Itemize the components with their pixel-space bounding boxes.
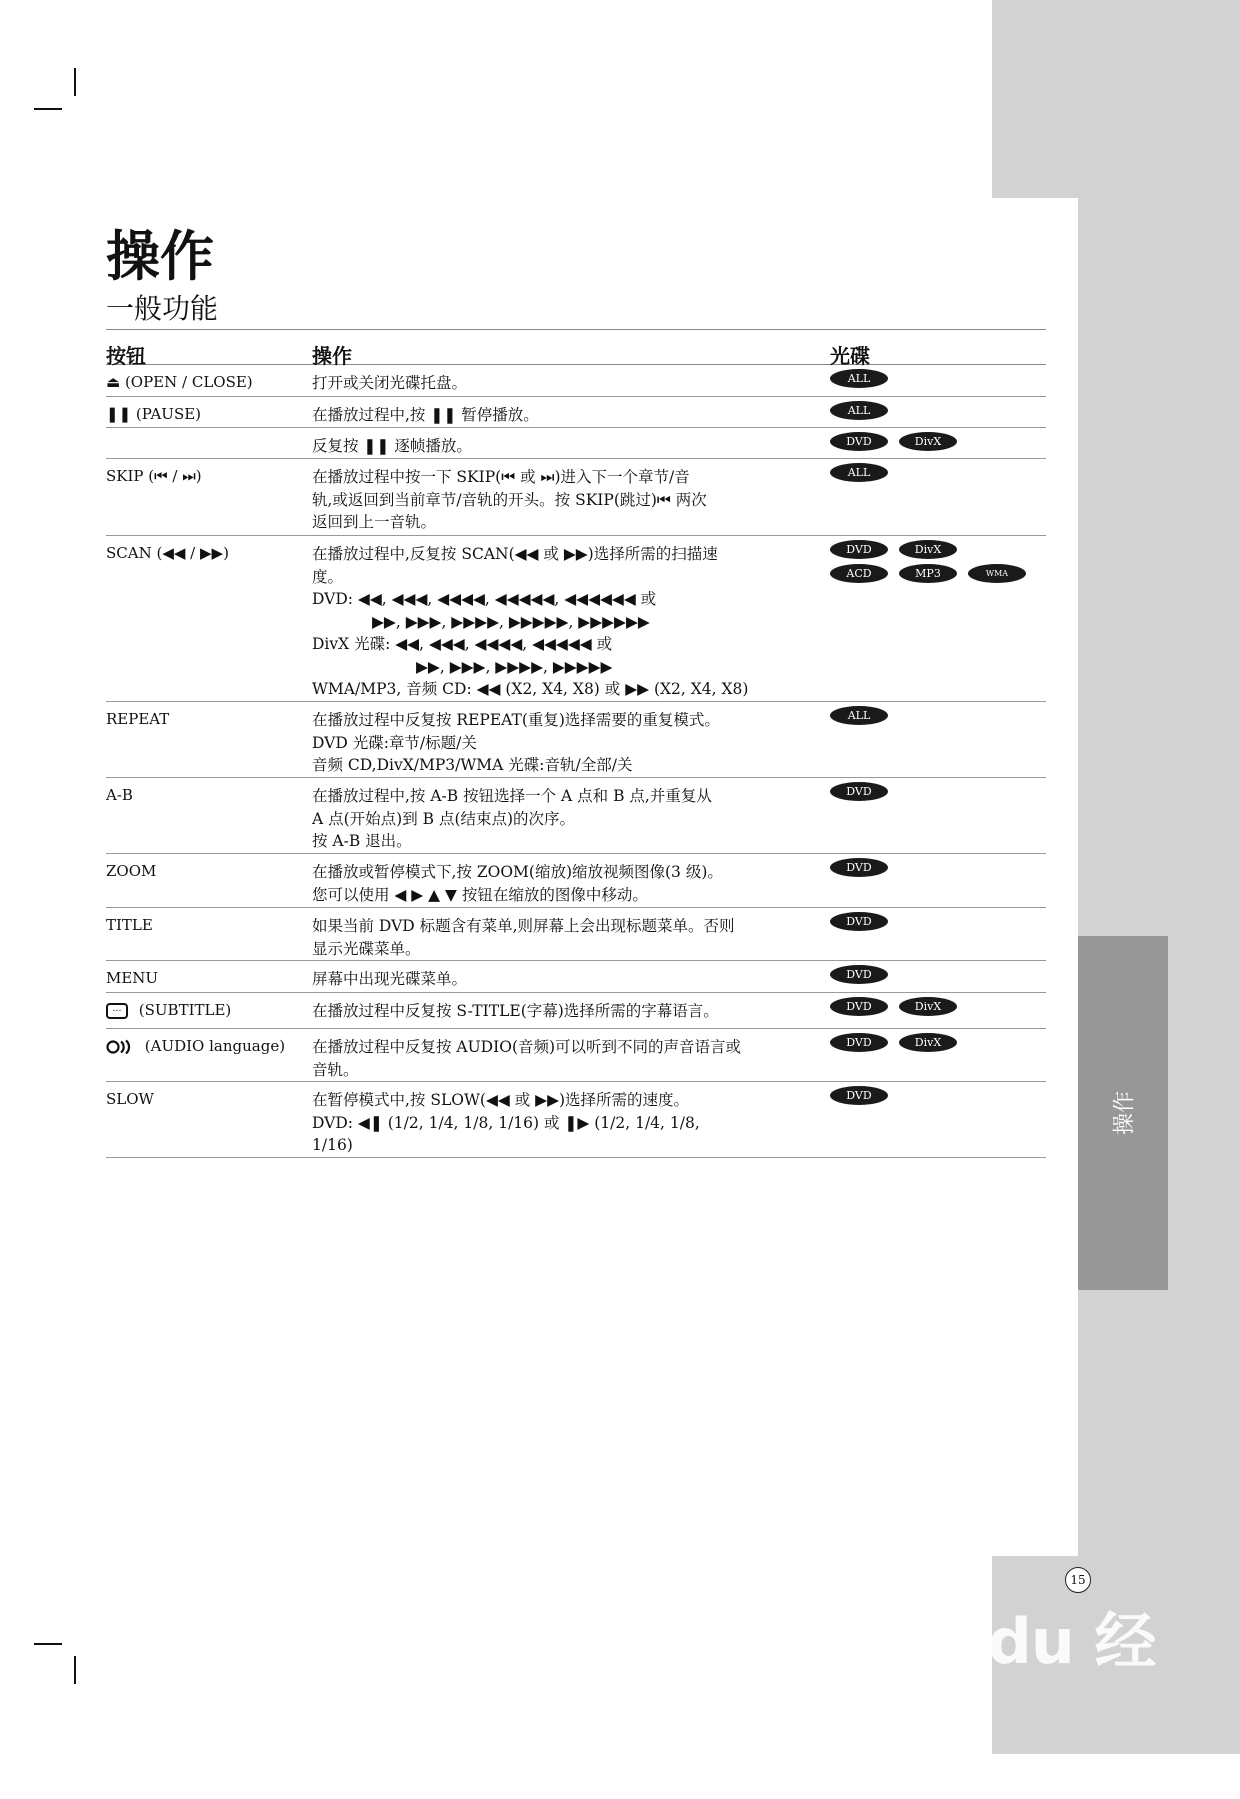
disc-badges <box>830 540 1050 588</box>
baidu-watermark <box>880 1592 1200 1799</box>
table-row <box>106 961 1046 993</box>
row-button: MENU <box>106 969 159 987</box>
gray-margin-middle <box>1078 198 1240 1556</box>
row-operation <box>312 404 832 427</box>
disc-badge: WMA <box>968 564 1026 583</box>
row-operation <box>312 861 832 906</box>
row-button: ❚❚ (PAUSE) <box>106 405 202 423</box>
op-line: DivX 光碟: ◀◀, ◀◀◀, ◀◀◀◀, ◀◀◀◀◀ 或 <box>312 635 613 653</box>
row-operation <box>312 1000 832 1023</box>
disc-badge: DVD <box>830 432 888 451</box>
disc-badge: ALL <box>830 706 888 725</box>
side-tab <box>1078 936 1168 1290</box>
op-line: 您可以使用 ◀ ▶ ▲ ▼ 按钮在缩放的图像中移动。 <box>312 885 648 904</box>
crop-mark <box>74 1656 76 1684</box>
table-row <box>106 702 1046 778</box>
op-line: WMA/MP3, 音频 CD: ◀◀ (X2, X4, X8) 或 ▶▶ (X2, X4, X8) <box>312 680 749 698</box>
op-line: DVD: ◀◀, ◀◀◀, ◀◀◀◀, ◀◀◀◀◀, ◀◀◀◀◀◀ 或 <box>312 590 657 608</box>
subtitle-icon: … <box>106 1003 128 1019</box>
disc-badge: DVD <box>830 997 888 1016</box>
op-line: 在播放过程中反复按 S-TITLE(字幕)选择所需的字幕语言。 <box>312 1002 719 1020</box>
row-operation <box>312 1036 832 1081</box>
crop-mark <box>34 108 62 110</box>
row-button: REPEAT <box>106 710 170 728</box>
disc-badges <box>830 858 1050 882</box>
disc-badges <box>830 463 1050 487</box>
op-line: 如果当前 DVD 标题含有菜单,则屏幕上会出现标题菜单。否则 <box>312 917 735 935</box>
row-button: ⏏ (OPEN / CLOSE) <box>106 373 253 391</box>
row-button: TITLE <box>106 916 153 934</box>
disc-badge: DVD <box>830 540 888 559</box>
disc-badge: DivX <box>899 1033 957 1052</box>
watermark-main: Baidu 经验 <box>880 1605 1156 1767</box>
disc-badge: DVD <box>830 858 888 877</box>
op-line: 在暂停模式中,按 SLOW(◀◀ 或 ▶▶)选择所需的速度。 <box>312 1091 690 1109</box>
row-operation <box>312 709 832 777</box>
op-line: DVD 光碟:章节/标题/关 <box>312 733 477 752</box>
row-operation <box>312 435 832 458</box>
row-operation <box>312 543 832 701</box>
row-operation <box>312 785 832 853</box>
table-row <box>106 908 1046 961</box>
op-line: 反复按 ❚❚ 逐帧播放。 <box>312 437 472 455</box>
op-line: 在播放过程中,按 ❚❚ 暂停播放。 <box>312 406 539 424</box>
op-line: 在播放过程中反复按 REPEAT(重复)选择需要的重复模式。 <box>312 711 720 729</box>
disc-badge: DVD <box>830 912 888 931</box>
row-button-label: (SUBTITLE) <box>138 1001 232 1019</box>
crop-mark <box>34 1643 62 1645</box>
row-button <box>106 1037 285 1055</box>
disc-badge: MP3 <box>899 564 957 583</box>
disc-badges <box>830 997 1050 1021</box>
row-operation <box>312 968 832 991</box>
op-line: 在播放过程中,按 A-B 按钮选择一个 A 点和 B 点,并重复从 <box>312 787 712 805</box>
page-number: 15 <box>1065 1567 1091 1593</box>
disc-badge: DVD <box>830 965 888 984</box>
watermark-sub: jingyan.baidu.com <box>882 1764 1159 1799</box>
op-line: A 点(开始点)到 B 点(结束点)的次序。 <box>312 809 576 828</box>
op-line: 在播放过程中反复按 AUDIO(音频)可以听到不同的声音语言或 <box>312 1038 742 1056</box>
op-line: ▶▶, ▶▶▶, ▶▶▶▶, ▶▶▶▶▶ <box>416 657 613 676</box>
table-row <box>106 536 1046 702</box>
row-button: A-B <box>106 786 133 804</box>
disc-badge: DVD <box>830 782 888 801</box>
disc-badges <box>830 432 1050 456</box>
op-line: 在播放或暂停模式下,按 ZOOM(缩放)缩放视频图像(3 级)。 <box>312 863 723 881</box>
op-line: 返回到上一音轨。 <box>312 513 437 531</box>
table-row <box>106 428 1046 459</box>
section-subtitle: 一般功能 <box>106 292 219 325</box>
disc-badge: ALL <box>830 369 888 388</box>
disc-badges <box>830 401 1050 425</box>
op-line: 在播放过程中按一下 SKIP(⏮ 或 ⏭)进入下一个章节/音 <box>312 468 690 486</box>
disc-badges <box>830 965 1050 989</box>
op-line: ▶▶, ▶▶▶, ▶▶▶▶, ▶▶▶▶▶, ▶▶▶▶▶▶ <box>372 612 650 631</box>
disc-badge: DivX <box>899 540 957 559</box>
op-line: 度。 <box>312 567 344 586</box>
header-button: 按钮 <box>106 344 146 368</box>
row-button-label: (AUDIO language) <box>144 1037 286 1055</box>
side-tab-label: 操作 <box>1112 1090 1138 1136</box>
crop-mark <box>74 68 76 96</box>
row-operation <box>312 466 832 534</box>
header-operation: 操作 <box>312 344 352 368</box>
row-button: ZOOM <box>106 862 157 880</box>
row-button: SLOW <box>106 1090 154 1108</box>
row-button <box>106 1001 231 1019</box>
disc-badge: DVD <box>830 1086 888 1105</box>
op-line: 音频 CD,DivX/MP3/WMA 光碟:音轨/全部/关 <box>312 756 633 774</box>
row-operation <box>312 915 832 960</box>
table-row <box>106 397 1046 428</box>
page-title: 操作 <box>106 225 214 288</box>
row-button: SKIP (⏮ / ⏭) <box>106 467 202 485</box>
disc-badges <box>830 706 1050 730</box>
op-line: 音轨。 <box>312 1060 359 1079</box>
op-line: DVD: ◀❚ (1/2, 1/4, 1/8, 1/16) 或 ❚▶ (1/2, 1/4, 1/8, <box>312 1113 700 1132</box>
table-row <box>106 778 1046 854</box>
audio-icon <box>106 1039 134 1055</box>
disc-badges <box>830 912 1050 936</box>
header-disc: 光碟 <box>830 344 870 368</box>
op-line: 轨,或返回到当前章节/音轨的开头。按 SKIP(跳过)⏮ 两次 <box>312 490 707 509</box>
disc-badges <box>830 782 1050 806</box>
disc-badge: DVD <box>830 1033 888 1052</box>
disc-badges <box>830 1086 1050 1110</box>
op-line: 打开或关闭光碟托盘。 <box>312 374 468 392</box>
disc-badge: ACD <box>830 564 888 583</box>
row-operation <box>312 372 832 395</box>
disc-badges <box>830 369 1050 393</box>
op-line: 屏幕中出现光碟菜单。 <box>312 970 468 988</box>
table-row <box>106 365 1046 397</box>
disc-badge: ALL <box>830 463 888 482</box>
table-row <box>106 854 1046 908</box>
disc-badge: ALL <box>830 401 888 420</box>
gray-margin-top <box>992 0 1240 198</box>
row-button: SCAN (◀◀ / ▶▶) <box>106 544 229 562</box>
disc-badge: DivX <box>899 432 957 451</box>
op-line: 在播放过程中,反复按 SCAN(◀◀ 或 ▶▶)选择所需的扫描速 <box>312 545 718 563</box>
table-row <box>106 1082 1046 1158</box>
row-operation <box>312 1089 832 1157</box>
op-line: 1/16) <box>312 1136 353 1154</box>
table-row <box>106 993 1046 1029</box>
op-line: 显示光碟菜单。 <box>312 939 421 958</box>
table-header <box>106 332 1046 368</box>
op-line: 按 A-B 退出。 <box>312 832 412 850</box>
divider <box>106 329 1046 330</box>
disc-badge: DivX <box>899 997 957 1016</box>
table-row <box>106 459 1046 536</box>
disc-badges <box>830 1033 1050 1057</box>
table-row <box>106 1029 1046 1082</box>
function-table <box>106 332 1046 1158</box>
